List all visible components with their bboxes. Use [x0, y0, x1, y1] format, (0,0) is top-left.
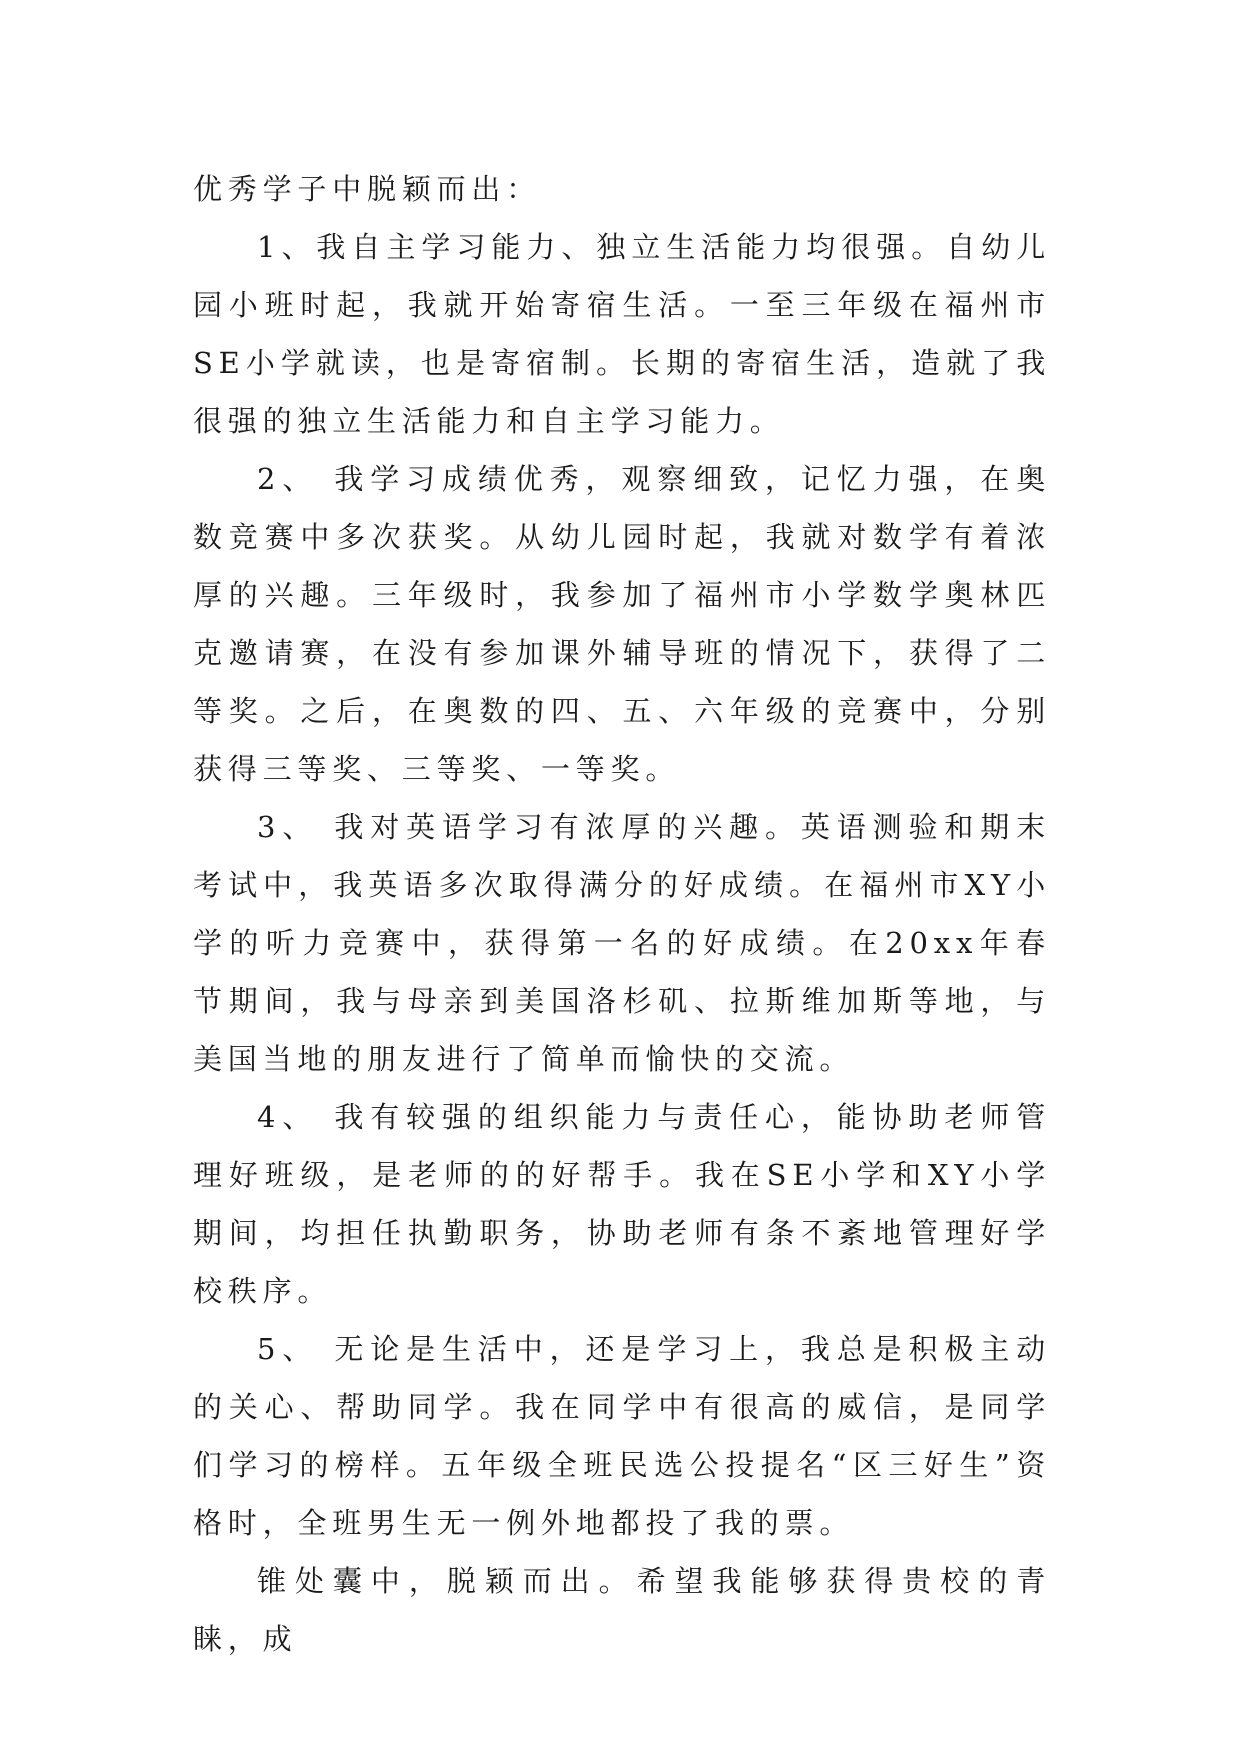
paragraph-point-1: 1、我自主学习能力、独立生活能力均很强。自幼儿园小班时起，我就开始寄宿生活。一至三年级在福州市SE小学就读，也是寄宿制。长期的寄宿生活，造就了我很强的独立生活能力和自主学习能力。: [193, 230, 1051, 438]
paragraph-point-3: 3、 我对英语学习有浓厚的兴趣。英语测验和期末考试中，我英语多次取得满分的好成绩。在福州市XY小学的听力竞赛中，获得第一名的好成绩。在20xx年春节期间，我与母亲到美国洛杉矶、拉斯维加斯等地，与美国当地的朋友进行了简单而愉快的交流。: [193, 810, 1051, 1076]
paragraph-intro: 优秀学子中脱颖而出：: [193, 172, 542, 206]
paragraph-point-2: 2、 我学习成绩优秀，观察细致，记忆力强，在奥数竞赛中多次获奖。从幼儿园时起，我就对数学有着浓厚的兴趣。三年级时，我参加了福州市小学数学奥林匹克邀请赛，在没有参加课外辅导班的情况下，获得了二等奖。之后，在奥数的四、五、六年级的竞赛中，分别获得三等奖、三等奖、一等奖。: [193, 462, 1051, 786]
paragraph-point-5: 5、 无论是生活中，还是学习上，我总是积极主动的关心、帮助同学。我在同学中有很高的威信，是同学们学习的榜样。五年级全班民选公投提名“区三好生”资格时，全班男生无一例外地都投了我的票。: [193, 1332, 1051, 1540]
paragraph-point-4: 4、 我有较强的组织能力与责任心，能协助老师管理好班级，是老师的的好帮手。我在SE小学和XY小学期间，均担任执勤职务，协助老师有条不紊地管理好学校秩序。: [193, 1100, 1051, 1308]
paragraph-closing: 锥处囊中，脱颖而出。希望我能够获得贵校的青睐，成: [193, 1564, 1051, 1656]
document-body: [193, 160, 1051, 1668]
